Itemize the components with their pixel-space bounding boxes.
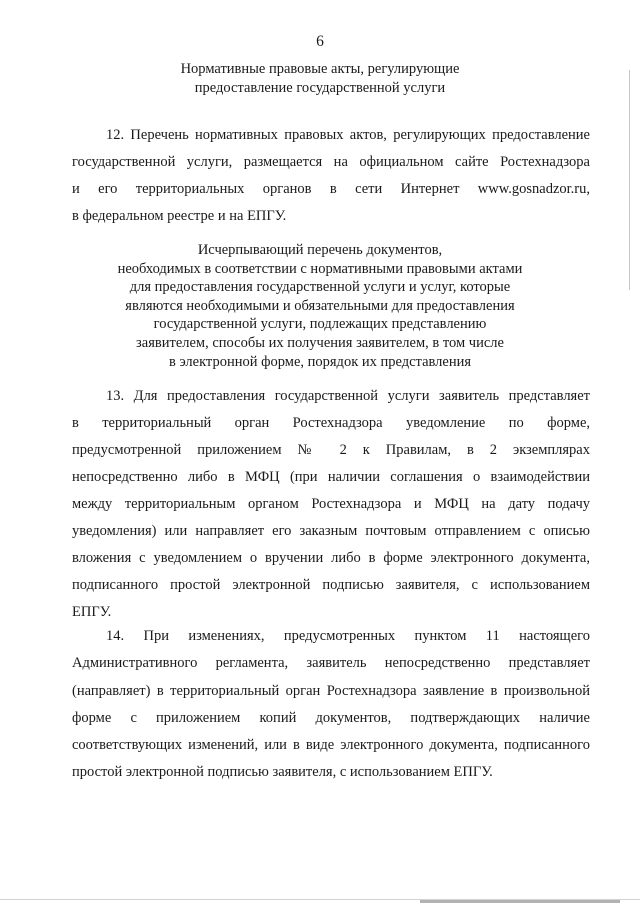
paragraph-12 [72,122,590,230]
paragraph-line: подписанного простой электронной подписью заявителя, с использованием [72,577,590,593]
paragraph-line: в территориальный орган Ростехнадзора уведомление по форме, [72,415,590,431]
page-number: 6 [316,33,324,50]
paragraph-line: уведомления) или направляет его заказным почтовым отправлением с описью [72,523,590,539]
paragraph-14 [72,623,590,787]
heading-line: предоставление государственной услуги [194,80,446,96]
heading-line: необходимых в соответствии с нормативными правовыми актами [117,260,523,277]
paragraph-line: между территориальным органом Ростехнадзора и МФЦ на дату подачу [72,496,590,512]
paragraph-line: непосредственно либо в МФЦ (при наличии соглашения о взаимодействии [72,469,590,485]
heading-line: Нормативные правовые акты, регулирующие [180,61,460,77]
paragraph-line: ЕПГУ. [72,604,112,620]
heading-line: заявителем, способы их получения заявителем, в том числе [136,334,504,351]
section-heading-normative-acts [90,60,550,98]
paragraph-line: государственной услуги, размещается на официальном сайте Ростехнадзора [72,154,590,170]
scan-edge-mark [629,70,630,290]
paragraph-line: форме с приложением копий документов, подтверждающих наличие [72,709,590,726]
paragraph-line: 14. При изменениях, предусмотренных пунктом 11 настоящего [106,628,590,644]
scan-edge-mark [420,900,620,903]
paragraph-line: в федеральном реестре и на ЕПГУ. [72,208,287,224]
heading-line: Исчерпывающий перечень документов, [197,242,443,258]
heading-line: государственной услуги, подлежащих представлению [153,316,487,333]
paragraph-line: предусмотренной приложением № 2 к Правилам, в 2 экземплярах [72,442,590,458]
heading-line: для предоставления государственной услуги и услуг, которые [129,279,511,296]
paragraph-line: (направляет) в территориальный орган Ростехнадзора заявление в произвольной [72,682,590,699]
heading-line: в электронной форме, порядок их представления [168,353,472,370]
paragraph-line: вложения с уведомлением о вручении либо в форме электронного документа, [72,550,590,566]
paragraph-line: простой электронной подписью заявителя, с использованием ЕПГУ. [72,764,493,781]
paragraph-13 [72,383,590,626]
paragraph-line: Административного регламента, заявитель непосредственно представляет [72,655,590,672]
paragraph-line: и его территориальных органов в сети Интернет www.gosnadzor.ru, [72,181,590,197]
paragraph-line: 13. Для предоставления государственной услуги заявитель представляет [106,388,590,404]
paragraph-line: соответствующих изменений, или в виде электронного документа, подписанного [72,737,590,754]
section-heading-documents-list [90,241,550,371]
paragraph-line: 12. Перечень нормативных правовых актов, регулирующих предоставление [106,127,590,143]
heading-line: являются необходимыми и обязательными для предоставления [125,297,515,314]
